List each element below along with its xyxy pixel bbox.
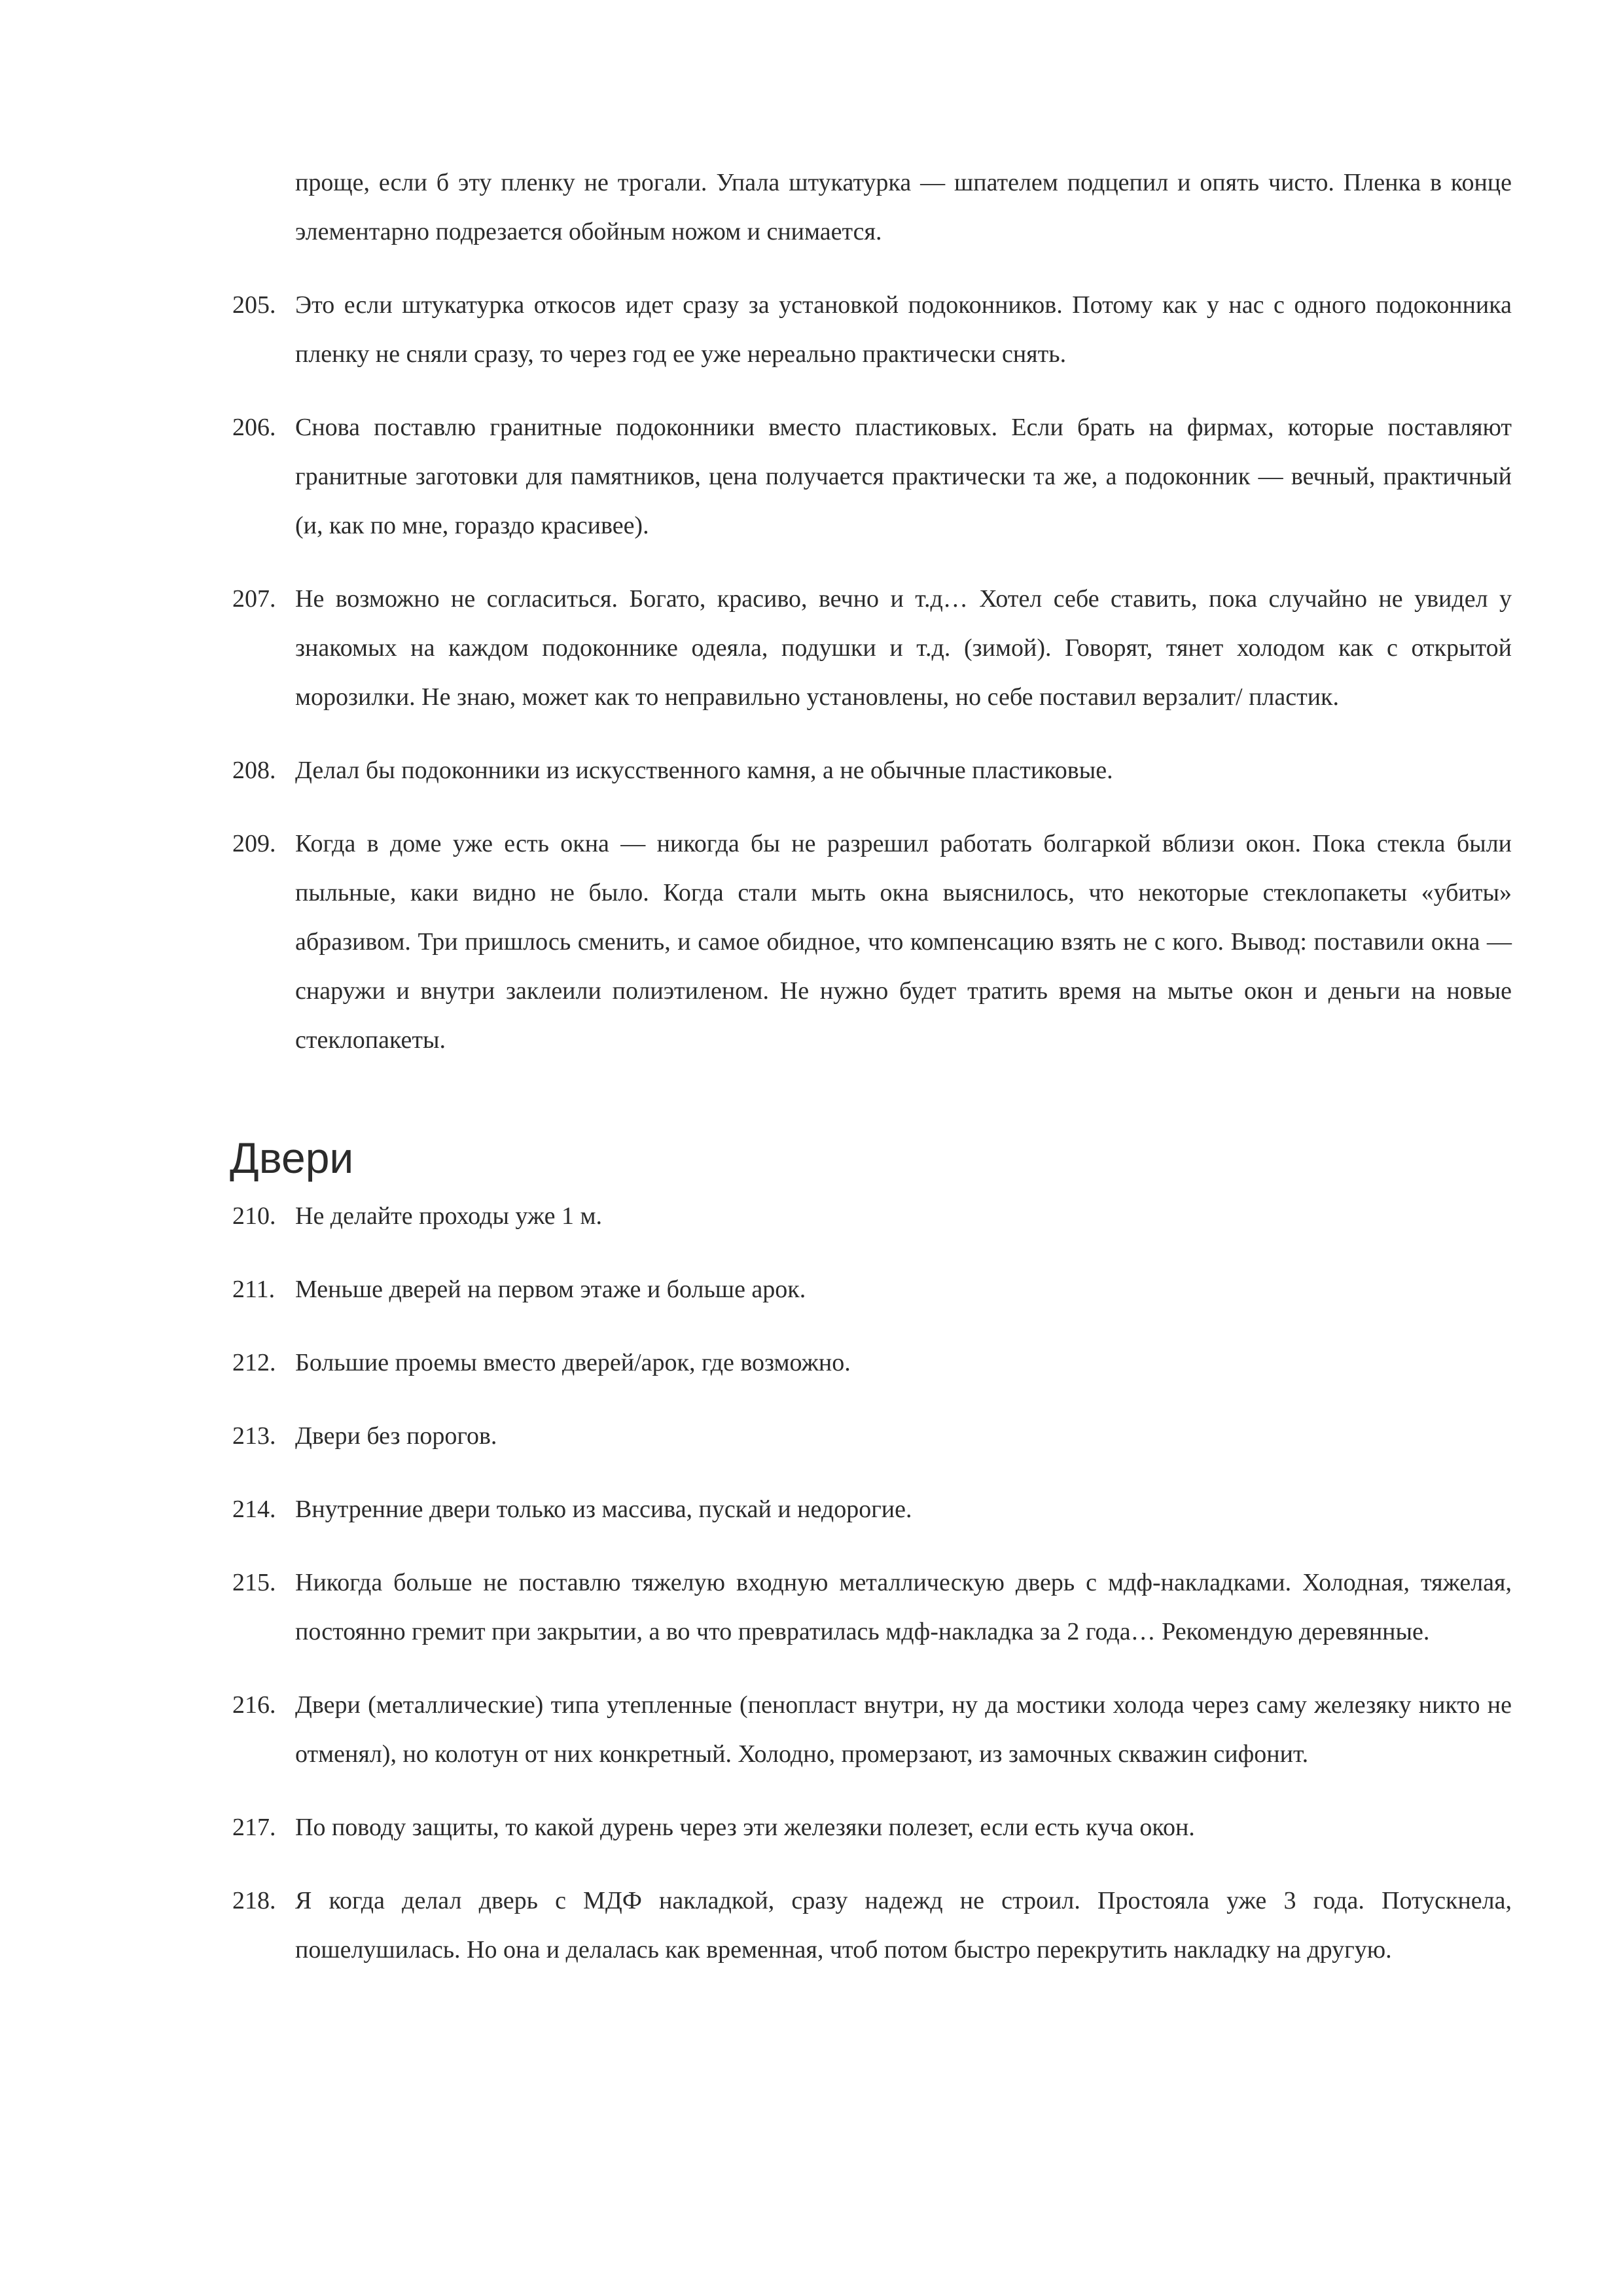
item-number: 216.	[232, 1691, 276, 1719]
item-text: Двери (металлические) типа утепленные (пенопласт внутри, ну да мостики холода через саму железяку никто не отменял), но колотун от них конкретный. Холодно, промерзают, из замочных скважин сифонит.	[295, 1691, 1512, 1768]
item-number: 211.	[232, 1276, 276, 1303]
item-number: 209.	[232, 830, 276, 857]
paragraph-text: проще, если б эту пленку не трогали. Упала штукатурка — шпателем подцепил и опять чисто. Пленка в конце элементарно подрезается обойным ножом и снимается.	[295, 169, 1512, 245]
item-text: Большие проемы вместо дверей/арок, где возможно.	[295, 1349, 851, 1376]
section-heading: Двери	[230, 1134, 354, 1182]
document-body	[232, 158, 1512, 1999]
item-text: Делал бы подоконники из искусственного камня, а не обычные пластиковые.	[295, 757, 1113, 784]
item-number: 207.	[232, 585, 276, 613]
item-text: Двери без порогов.	[295, 1422, 497, 1450]
list-item-212	[232, 1338, 1512, 1388]
item-text: Никогда больше не поставлю тяжелую входную металлическую дверь с мдф-накладками. Холодная, тяжелая, постоянно гремит при закрытии, а во что превратилась мдф-накладка за 2 года… Рекомендую деревянные.	[295, 1569, 1512, 1645]
item-number: 215.	[232, 1569, 276, 1596]
list-item-210	[232, 1192, 1512, 1241]
item-text: Не делайте проходы уже 1 м.	[295, 1202, 603, 1230]
item-number: 205.	[232, 291, 276, 319]
list-item-207	[232, 575, 1512, 722]
list-item-209	[232, 819, 1512, 1065]
list-item-214	[232, 1485, 1512, 1534]
continued-paragraph	[232, 158, 1512, 257]
item-number: 214.	[232, 1496, 276, 1523]
item-number: 210.	[232, 1202, 276, 1230]
item-text: Внутренние двери только из массива, пускай и недорогие.	[295, 1496, 912, 1523]
item-number: 213.	[232, 1422, 276, 1450]
list-item-213	[232, 1412, 1512, 1461]
list-item-217	[232, 1803, 1512, 1852]
item-text: Не возможно не согласиться. Богато, красиво, вечно и т.д… Хотел себе ставить, пока случайно не увидел у знакомых на каждом подоконнике одеяла, подушки и т.д. (зимой). Говорят, тянет холодом как с открытой морозилки. Не знаю, может как то неправильно установлены, но себе поставил верзалит/ пластик.	[295, 585, 1512, 711]
item-text: Когда в доме уже есть окна — никогда бы не разрешил работать болгаркой вблизи окон. Пока стекла были пыльные, каки видно не было. Когда стали мыть окна выяснилось, что некоторые стеклопакеты «убиты» абразивом. Три пришлось сменить, и самое обидное, что компенсацию взять не с кого. Вывод: поставили окна — снаружи и внутри заклеили полиэтиленом. Не нужно будет тратить время на мытье окон и деньги на новые стеклопакеты.	[295, 830, 1512, 1054]
list-item-218	[232, 1876, 1512, 1975]
item-number: 208.	[232, 757, 276, 784]
item-text: По поводу защиты, то какой дурень через эти железяки полезет, если есть куча окон.	[295, 1814, 1195, 1841]
item-text: Снова поставлю гранитные подоконники вместо пластиковых. Если брать на фирмах, которые поставляют гранитные заготовки для памятников, цена получается практически та же, а подоконник — вечный, практичный (и, как по мне, гораздо красивее).	[295, 414, 1512, 539]
list-item-211	[232, 1265, 1512, 1314]
item-text: Это если штукатурка откосов идет сразу за установкой подоконников. Потому как у нас с одного подоконника пленку не сняли сразу, то через год ее уже нереально практически снять.	[295, 291, 1512, 368]
item-text: Я когда делал дверь с МДФ накладкой, сразу надежд не строил. Простояла уже 3 года. Потускнела, пошелушилась. Но она и делалась как временная, чтоб потом быстро перекрутить накладку на другую.	[295, 1887, 1512, 1964]
list-item-206	[232, 403, 1512, 550]
list-item-205	[232, 281, 1512, 379]
list-item-208	[232, 746, 1512, 795]
list-item-216	[232, 1681, 1512, 1779]
list-item-215	[232, 1558, 1512, 1657]
item-number: 217.	[232, 1814, 276, 1841]
item-number: 206.	[232, 414, 276, 441]
item-text: Меньше дверей на первом этаже и больше арок.	[295, 1276, 806, 1303]
item-number: 212.	[232, 1349, 276, 1376]
item-number: 218.	[232, 1887, 276, 1914]
